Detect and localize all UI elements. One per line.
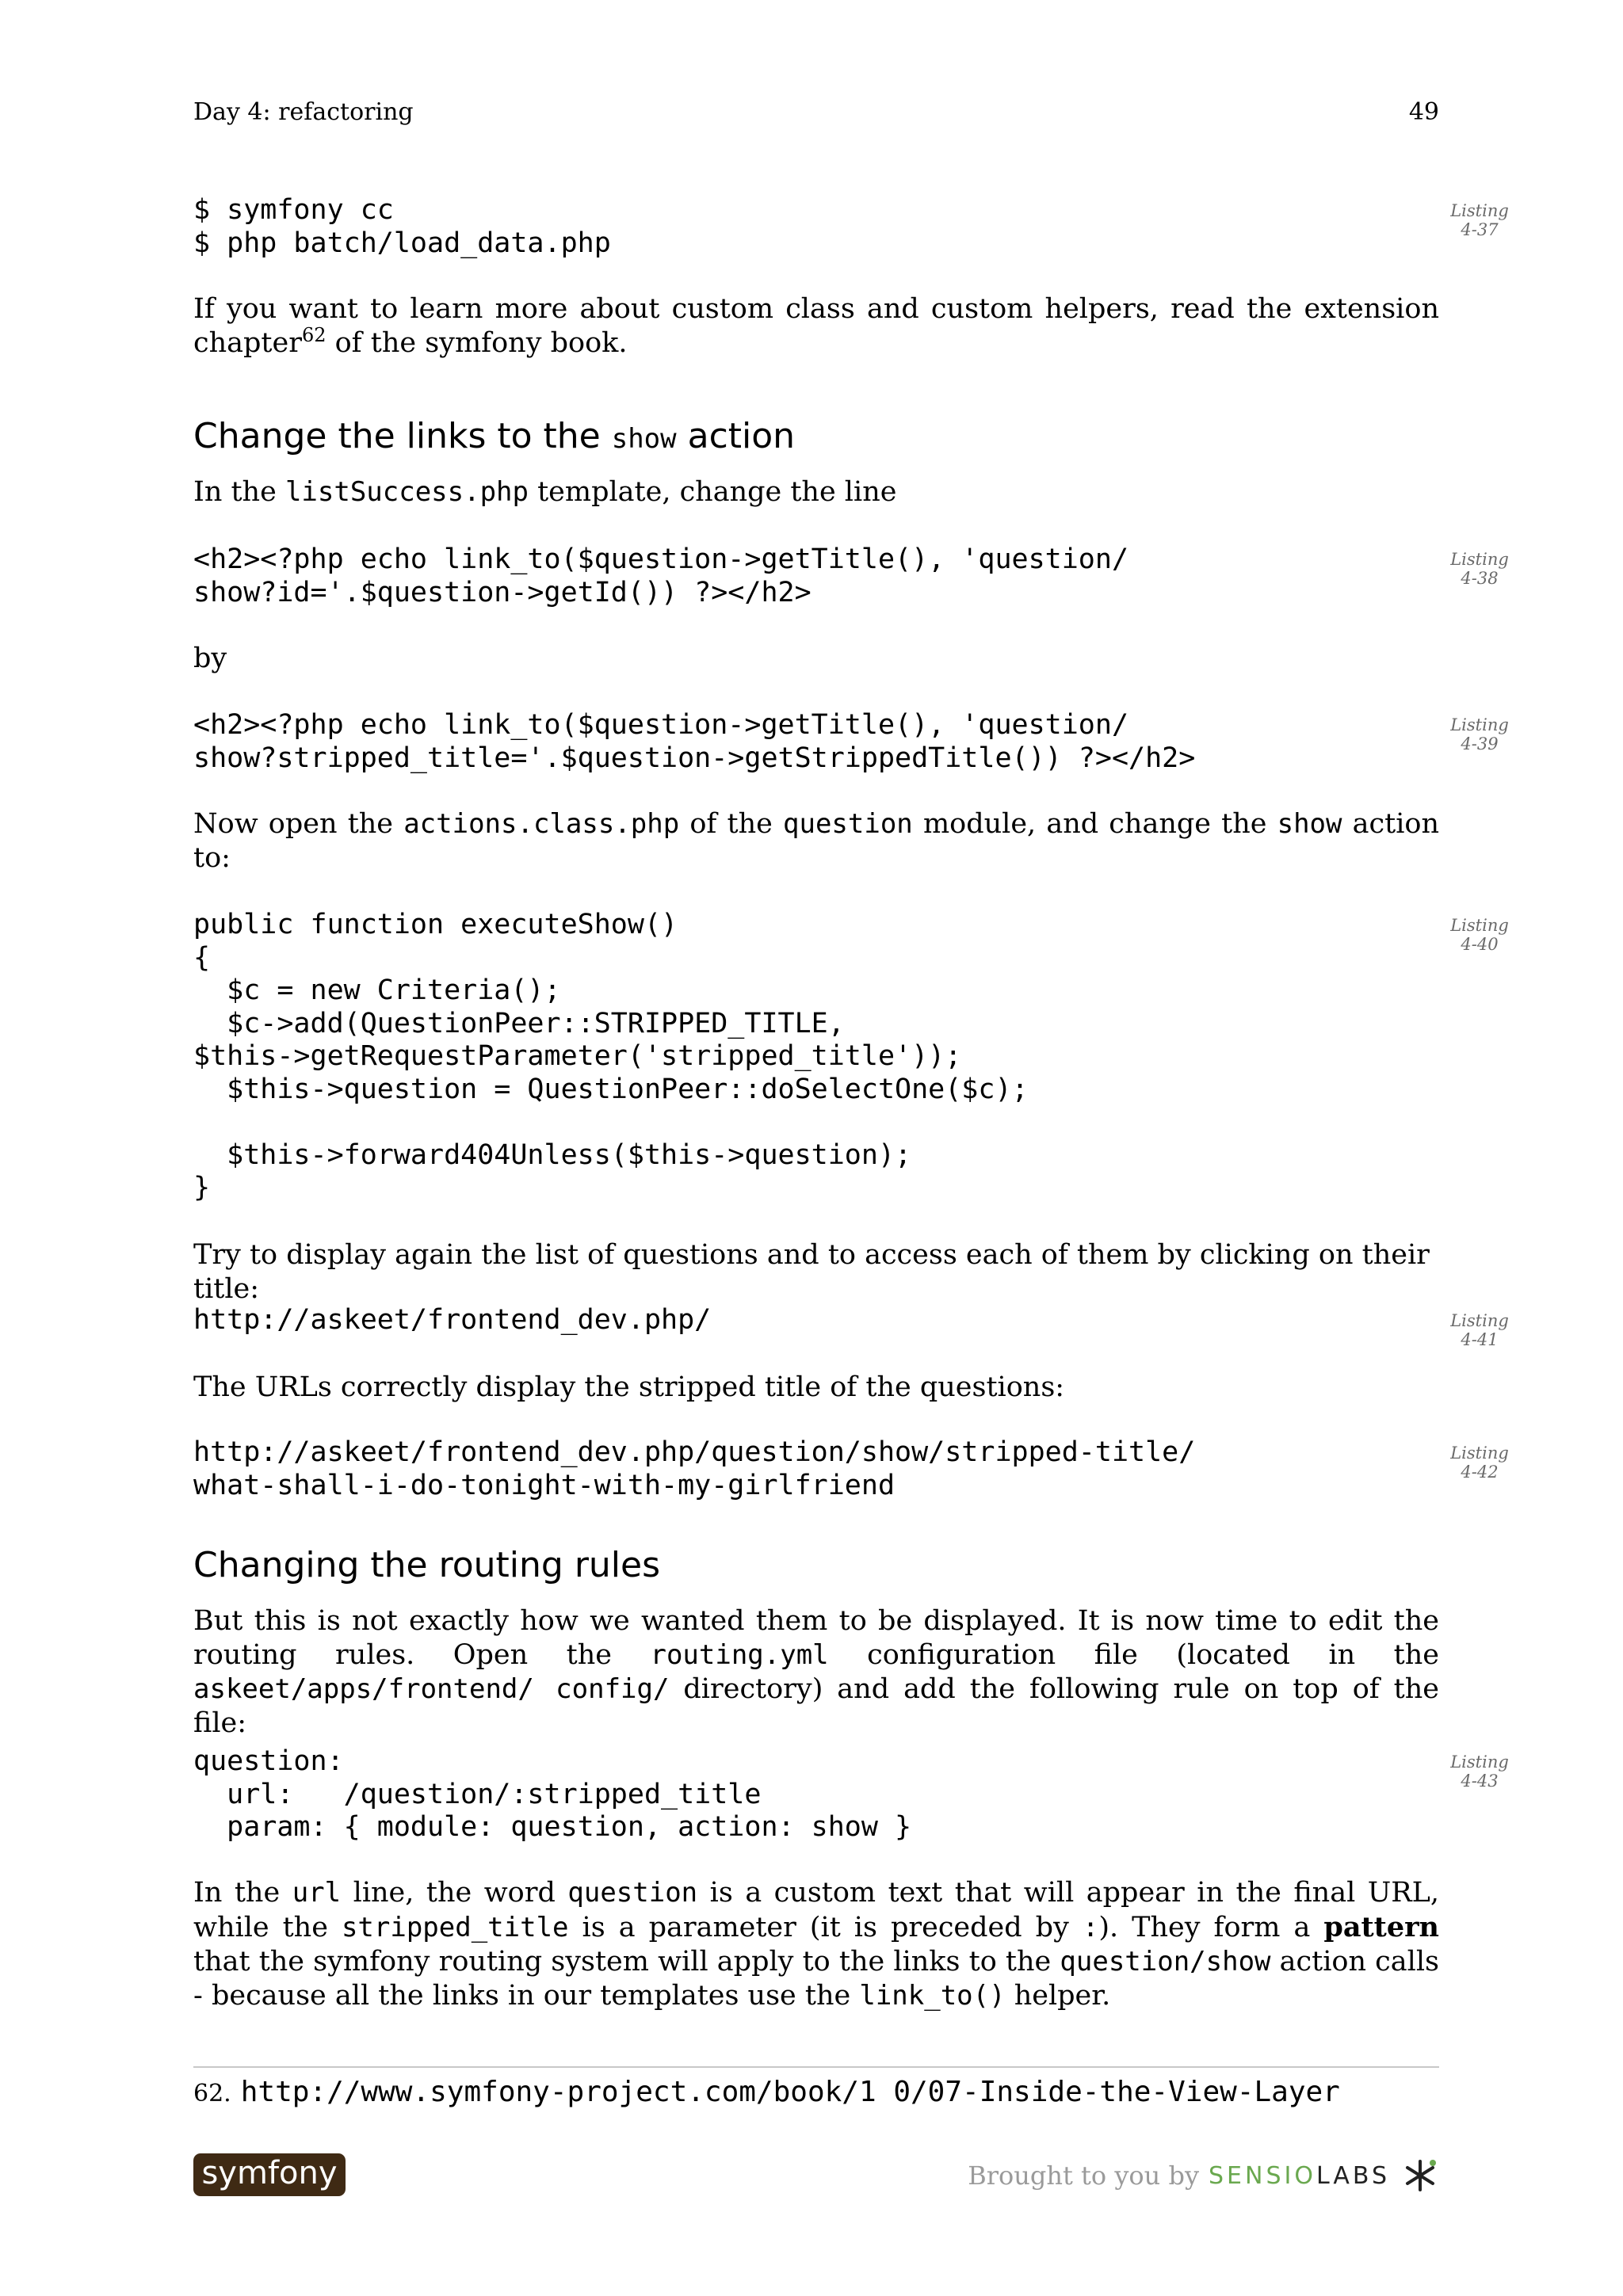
footnote-62 (193, 2072, 1340, 2115)
footnote-ref-62[interactable]: 62 (301, 324, 327, 346)
code-listing-4-38: <h2><?php echo link_to($question->getTitle(), 'question/ show?id='.$question->getId()) ?></h2> (193, 543, 1129, 608)
paragraph-by: by (193, 643, 227, 674)
footnote-number: 62. (193, 2080, 231, 2107)
paragraph-edit-routing: But this is not exactly how we wanted them to be displayed. It is now time to edit the routing rules. Open the routing.yml configuration file (located in the askeet/apps/frontend/ config/ directory) and add the following rule on top of the file: (193, 1605, 1439, 1739)
section-heading-change-links: Change the links to the show action (193, 416, 796, 456)
listing-label-4-39: Listing 4-39 (1450, 715, 1509, 753)
listing-label-4-38: Listing 4-38 (1450, 550, 1509, 588)
section-heading-routing-rules: Changing the routing rules (193, 1545, 661, 1585)
paragraph-urls-correct: The URLs correctly display the stripped title of the questions: (193, 1371, 1065, 1403)
paragraph-open-actions: Now open the actions.class.php of the question module, and change the show action to: (193, 808, 1439, 874)
listing-label-4-40: Listing 4-40 (1450, 916, 1509, 954)
code-listing-4-39: <h2><?php echo link_to($question->getTitle(), 'question/ show?stripped_title='.$question->getStrippedTitle()) ?></h2> (193, 709, 1196, 774)
page-header (193, 98, 1439, 130)
symfony-logo: symfony (193, 2153, 346, 2196)
listing-label-4-43: Listing 4-43 (1450, 1753, 1509, 1791)
paragraph-try-display: Try to display again the list of questions and to access each of them by clicking on their title: (193, 1239, 1430, 1305)
code-listing-4-41: http://askeet/frontend_dev.php/ (193, 1304, 712, 1336)
code-listing-4-40: public function executeShow() { $c = new Criteria(); $c->add(QuestionPeer::STRIPPED_TITLE, $this->getRequestParameter('stripped_title')); $this->question = QuestionPeer::doSelectOne($c); $this->forward404Unless($this->question); } (193, 909, 1029, 1203)
paragraph-extension-chapter: If you want to learn more about custom class and custom helpers, read the extension chapter$^{62}$ of the symfony book. (193, 293, 1439, 359)
footnote-divider (193, 2066, 1439, 2068)
chapter-title: Day 4: refactoring (193, 98, 414, 126)
listing-label-4-42: Listing 4-42 (1450, 1444, 1509, 1482)
listing-label-4-37: Listing 4-37 (1450, 201, 1509, 239)
sensiolabs-logo: SENSIOLABS (1209, 2161, 1390, 2190)
sensiolabs-star-icon (1401, 2157, 1439, 2195)
page-number: 49 (1408, 98, 1439, 126)
code-listing-4-43: question: url: /question/:stripped_title param: { module: question, action: show } (193, 1745, 912, 1843)
paragraph-url-pattern: In the url line, the word question is a custom text that will appear in the final URL, while the stripped_title is a parameter (it is preceded by :). They form a pattern that the symfony routing system will apply to the links to the question/show action calls - because all the links in our templates use the link_to() helper. (193, 1877, 1439, 2012)
listing-label-4-41: Listing 4-41 (1450, 1311, 1509, 1349)
brought-to-you-by (968, 2155, 1439, 2196)
footnote-link[interactable]: http://www.symfony-project.com/book/1 0/07-Inside-the-View-Layer (240, 2076, 1340, 2108)
code-listing-4-42: http://askeet/frontend_dev.php/question/show/stripped-title/ what-shall-i-do-tonight-with-my-girlfriend (193, 1436, 1196, 1501)
brought-label: Brought to you by (968, 2161, 1200, 2191)
code-listing-4-37: $ symfony cc $ php batch/load_data.php (193, 194, 611, 259)
paragraph-list-success: In the listSuccess.php template, change the line (193, 476, 897, 508)
